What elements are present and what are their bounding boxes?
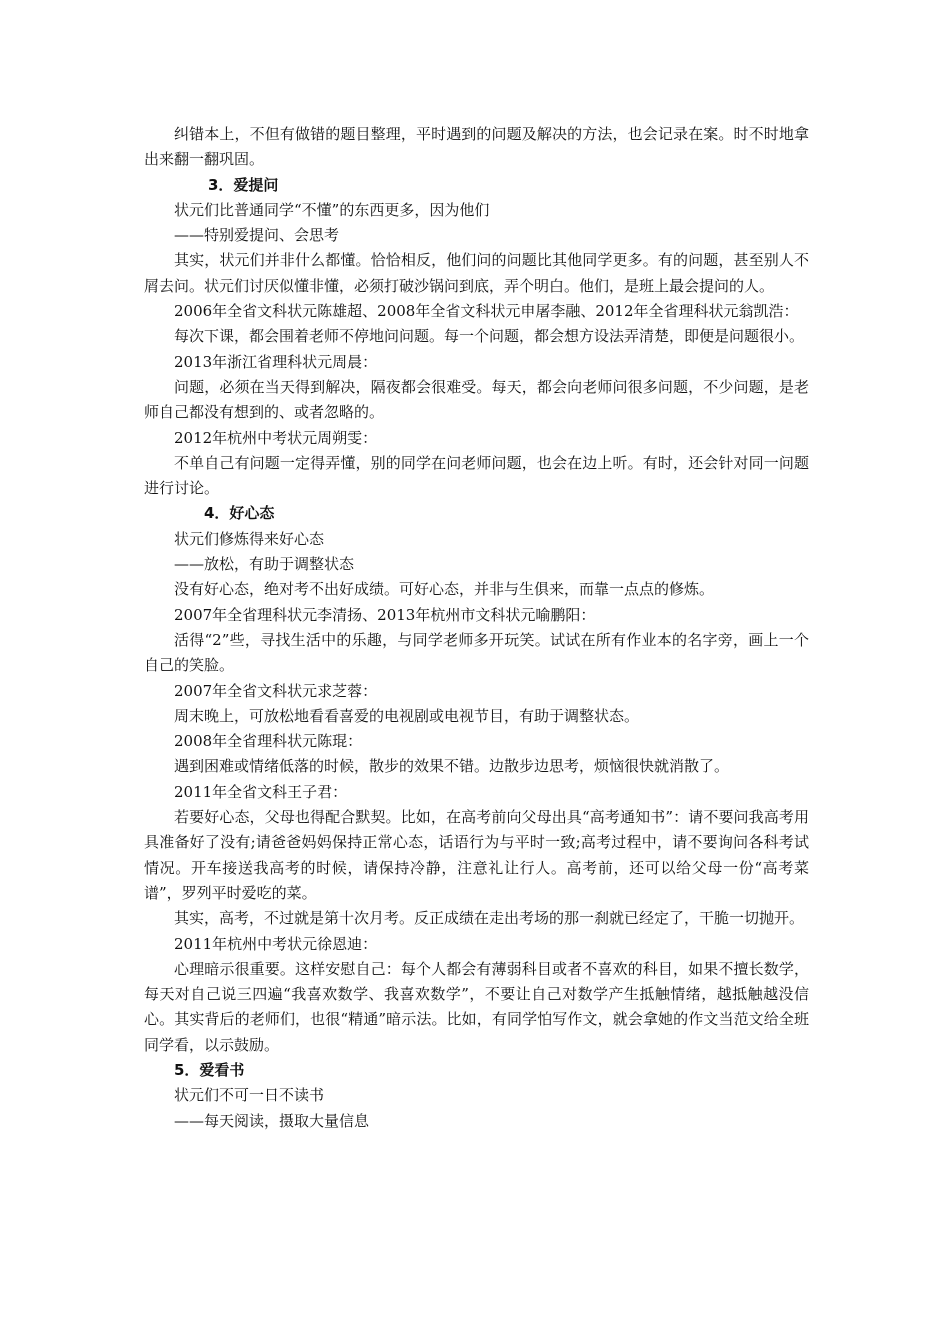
section-heading: 4．好心态 — [204, 504, 275, 523]
body-paragraph: 没有好心态，绝对考不出好成绩。可好心态，并非与生俱来，而靠一点点的修炼。 — [174, 580, 715, 599]
body-paragraph: 状元们修炼得来好心态 — [174, 529, 325, 548]
body-paragraph: 若要好心态，父母也得配合默契。比如，在高考前向父母出具“高考通知书”：请不要问我高考用具准备好了没有;请爸爸妈妈保持正常心态，话语行为与平时一致;高考过程中，请不要询问各科考试情况。开车接送我高考的时候，请保持冷静，注意礼让行人。高考前，还可以给父母一份“高考菜谱”，罗列平时爱吃的菜。 — [144, 808, 809, 902]
body-paragraph: 2007年全省文科状元求芝蓉： — [174, 681, 378, 700]
body-paragraph: 其实，状元们并非什么都懂。恰恰相反，他们问的问题比其他同学更多。有的问题，甚至别人不屑去问。状元们讨厌似懂非懂，必须打破沙锅问到底，弄个明白。他们，是班上最会提问的人。 — [144, 251, 809, 295]
body-paragraph: 2011年全省文科王子君： — [174, 782, 348, 801]
body-paragraph: 2007年全省理科状元李清扬、2013年杭州市文科状元喻鹏阳： — [174, 605, 596, 624]
body-paragraph: 2006年全省文科状元陈雄超、2008年全省文科状元申屠李融、2012年全省理科状元翁凯浩： — [174, 302, 799, 321]
section-heading: 3．爱提问 — [208, 175, 279, 194]
body-paragraph: 问题，必须在当天得到解决，隔夜都会很难受。每天，都会向老师问很多问题，不少问题，是老师自己都没有想到的、或者忽略的。 — [144, 377, 809, 422]
body-paragraph: 每次下课，都会围着老师不停地问问题。每一个问题，都会想方设法弄清楚，即便是问题很小。 — [174, 327, 805, 346]
body-paragraph: 2008年全省理科状元陈琨： — [174, 732, 363, 751]
body-paragraph: ——每天阅读，摄取大量信息 — [174, 1111, 370, 1130]
body-paragraph: 心理暗示很重要。这样安慰自己：每个人都会有薄弱科目或者不喜欢的科目，如果不擅长数学，每天对自己说三四遍“我喜欢数学、我喜欢数学”，不要让自己对数学产生抵触情绪，越抵触越没信心。其实背后的老师们，也很“精通”暗示法。比如，有同学怕写作文，就会拿她的作文当范文给全班同学看，以示鼓励。 — [144, 959, 809, 1054]
section-heading: 5．爱看书 — [174, 1060, 245, 1079]
body-paragraph: 2011年杭州中考状元徐恩迪： — [174, 934, 378, 953]
body-paragraph: 纠错本上，不但有做错的题目整理，平时遇到的问题及解决的方法，也会记录在案。时不时地拿出来翻一翻巩固。 — [144, 125, 809, 169]
body-paragraph: 遇到困难或情绪低落的时候，散步的效果不错。边散步边思考，烦恼很快就消散了。 — [174, 757, 730, 776]
body-paragraph: 周末晚上，可放松地看看喜爱的电视剧或电视节目，有助于调整状态。 — [174, 706, 640, 725]
body-paragraph: 状元们比普通同学“不懂”的东西更多，因为他们 — [174, 200, 490, 219]
body-paragraph: 不单自己有问题一定得弄懂，别的同学在问老师问题，也会在边上听。有时，还会针对同一问题进行讨论。 — [144, 453, 809, 498]
body-paragraph: 活得“2”些，寻找生活中的乐趣，与同学老师多开玩笑。试试在所有作业本的名字旁，画上一个自己的笑脸。 — [144, 630, 809, 675]
body-paragraph: 状元们不可一日不读书 — [174, 1086, 325, 1105]
body-paragraph: ——放松，有助于调整状态 — [174, 555, 355, 574]
body-paragraph: 2012年杭州中考状元周朔雯： — [174, 428, 378, 447]
body-paragraph: 2013年浙江省理科状元周晨： — [174, 352, 378, 371]
document-page — [144, 122, 809, 1134]
body-paragraph: 其实，高考，不过就是第十次月考。反正成绩在走出考场的那一刹就已经定了，干脆一切抛开。 — [174, 909, 805, 928]
body-paragraph: ——特别爱提问、会思考 — [174, 226, 340, 245]
